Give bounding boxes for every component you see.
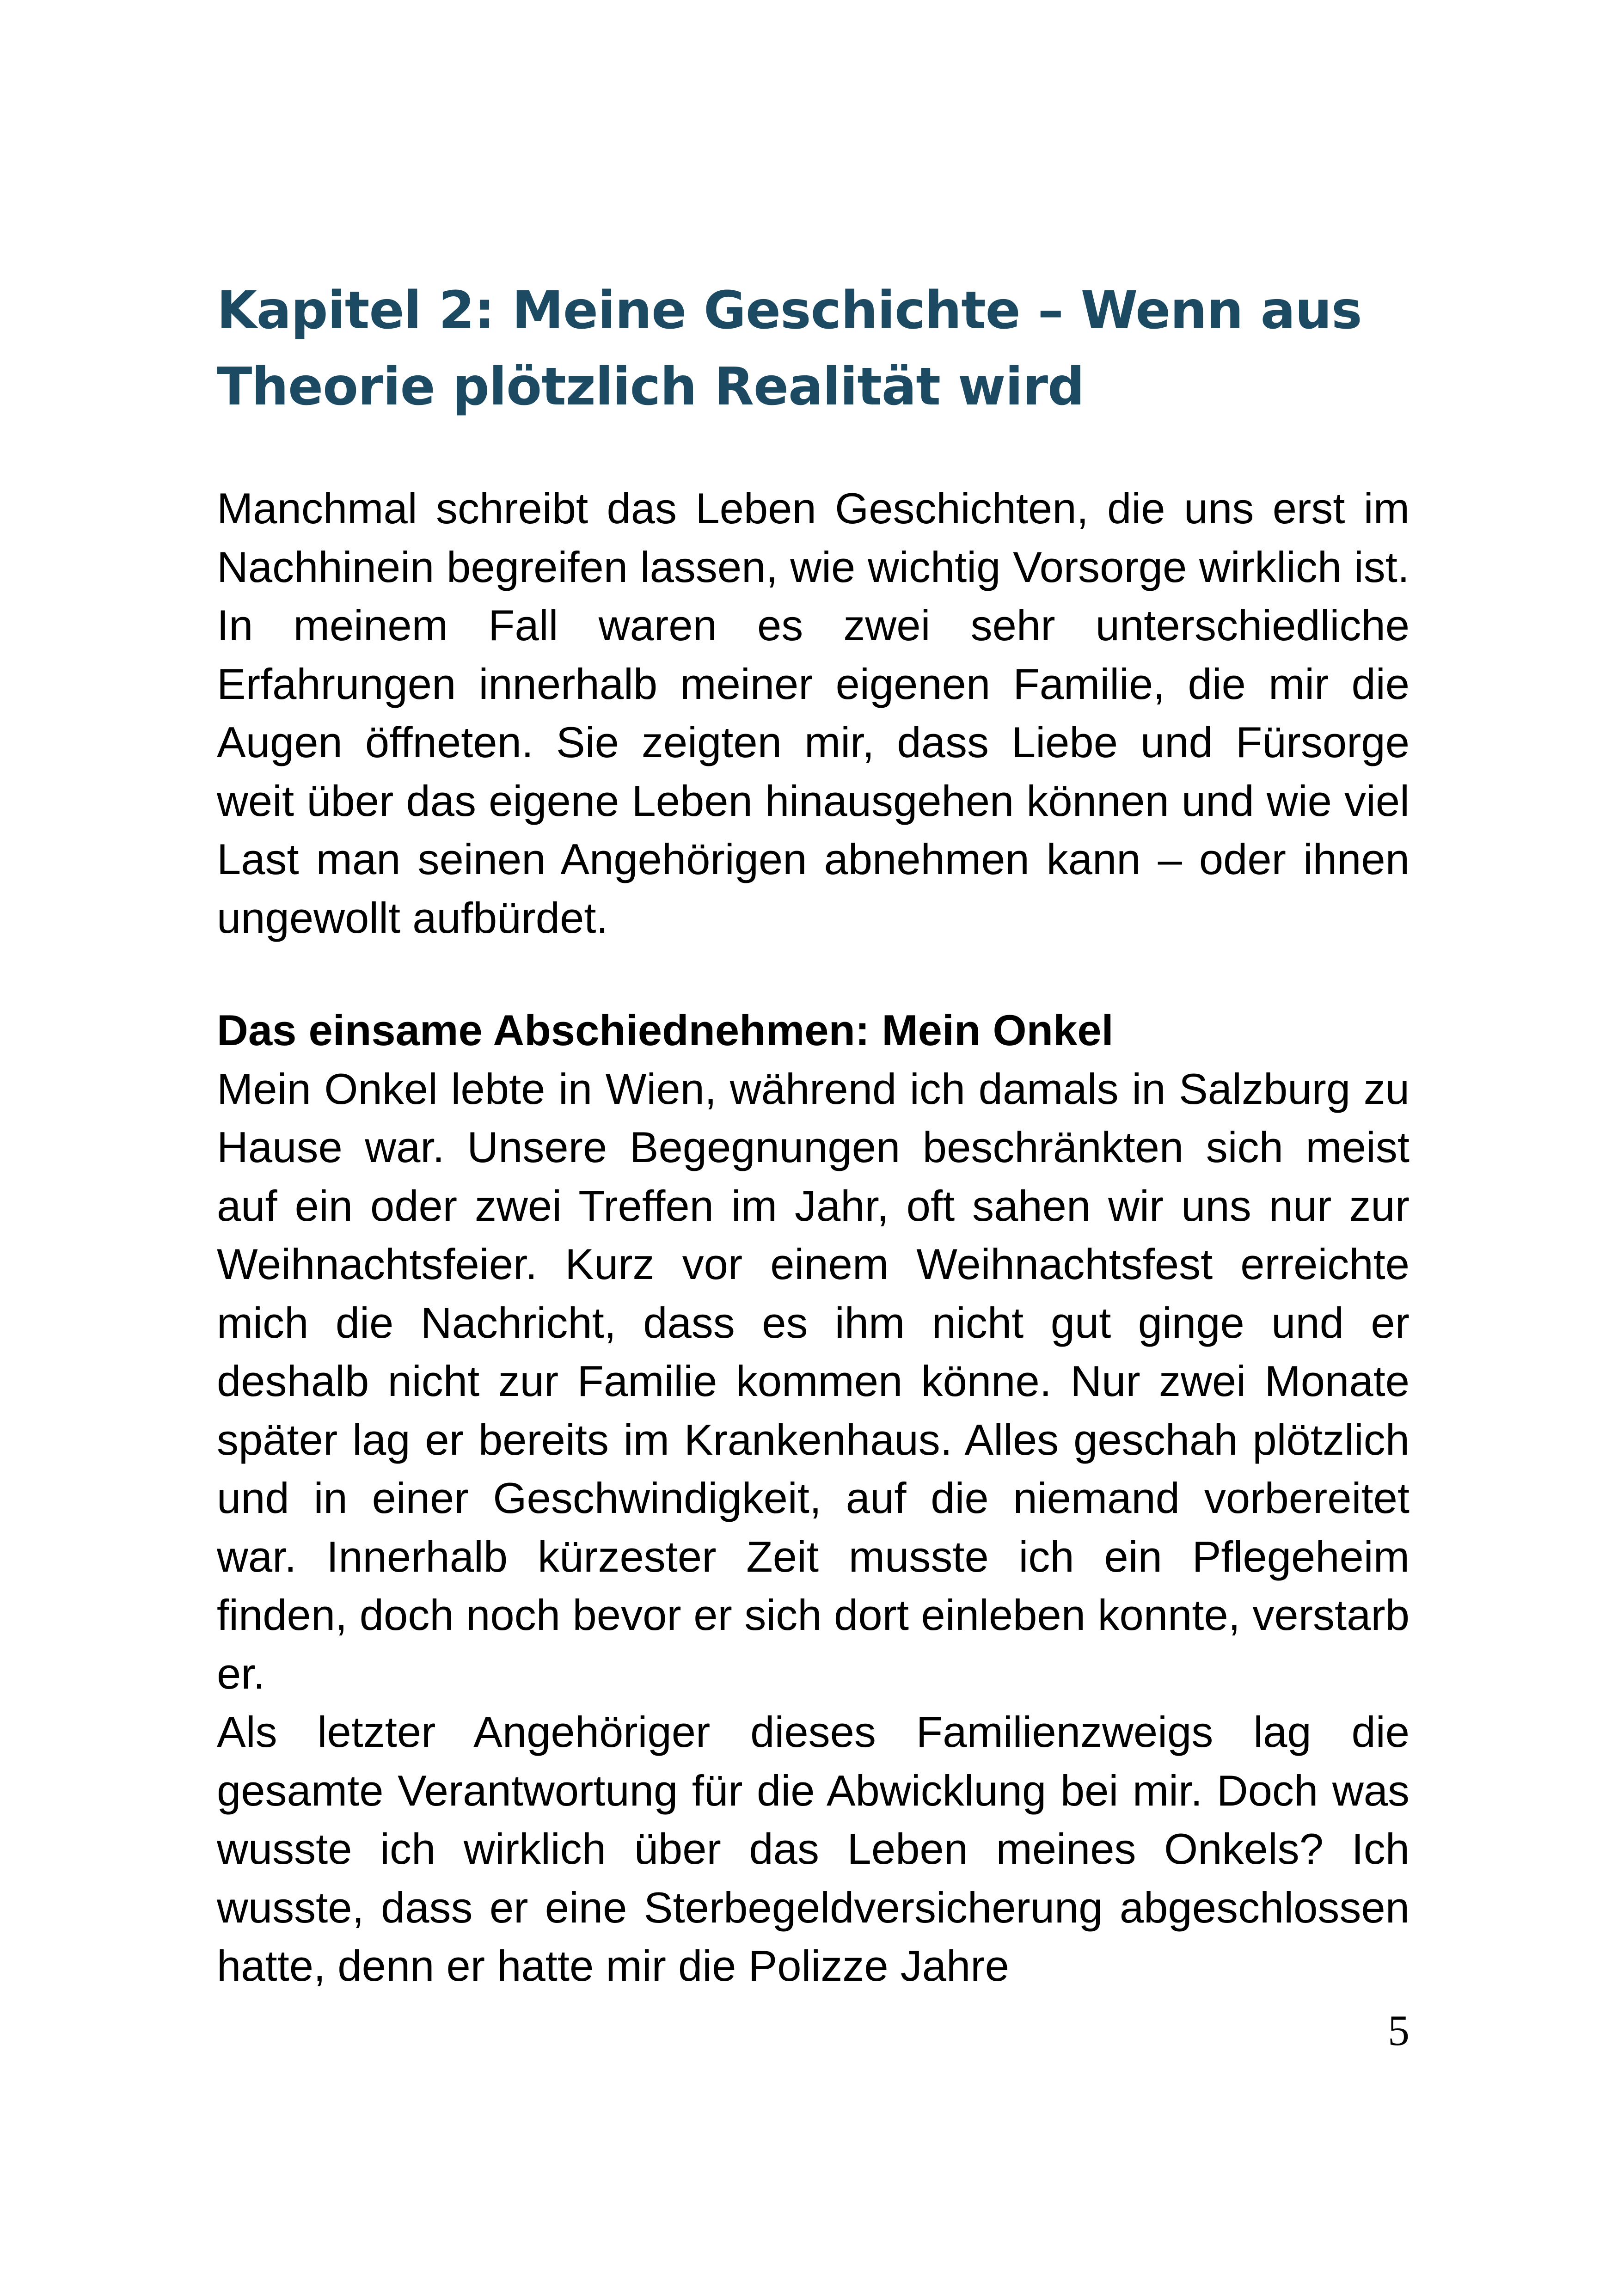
intro-paragraph: Manchmal schreibt das Leben Geschichten, die uns erst im Nachhinein begreifen lassen, wie wichtig Vorsorge wirklich ist. In meinem Fall waren es zwei sehr unterschiedliche Erfahrungen innerhalb meiner eigenen Familie, die mir die Augen öffneten. Sie zeigten mir, dass Liebe und Fürsorge weit über das eigene Leben hinausgehen können und wie viel Last man seinen Angehörigen abnehmen kann – oder ihnen ungewollt aufbürdet. xyxy=(217,484,1410,942)
page-content xyxy=(217,273,1410,1996)
section-heading: Das einsame Abschiednehmen: Mein Onkel xyxy=(217,1006,1114,1054)
chapter-title: Kapitel 2: Meine Geschichte – Wenn aus Theorie plötzlich Realität wird xyxy=(217,281,1362,417)
section-paragraph-2: Als letzter Angehöriger dieses Familienzweigs lag die gesamte Verantwortung für die Abwicklung bei mir. Doch was wusste ich wirklich über das Leben meines Onkels? Ich wusste, dass er eine Sterbegeldversicherung abgeschlossen hatte, denn er hatte mir die Polizze Jahre xyxy=(217,1708,1410,1990)
page-number: 5 xyxy=(1388,2007,1410,2055)
section-paragraph-1: Mein Onkel lebte in Wien, während ich damals in Salzburg zu Hause war. Unsere Begegnungen beschränkten sich meist auf ein oder zwei Treffen im Jahr, oft sahen wir uns nur zur Weihnachtsfeier. Kurz vor einem Weihnachtsfest erreichte mich die Nachricht, dass es ihm nicht gut ginge und er deshalb nicht zur Familie kommen könne. Nur zwei Monate später lag er bereits im Krankenhaus. Alles geschah plötzlich und in einer Geschwindigkeit, auf die niemand vorbereitet war. Innerhalb kürzester Zeit musste ich ein Pflegeheim finden, doch noch bevor er sich dort einleben konnte, verstarb er. xyxy=(217,1064,1410,1698)
